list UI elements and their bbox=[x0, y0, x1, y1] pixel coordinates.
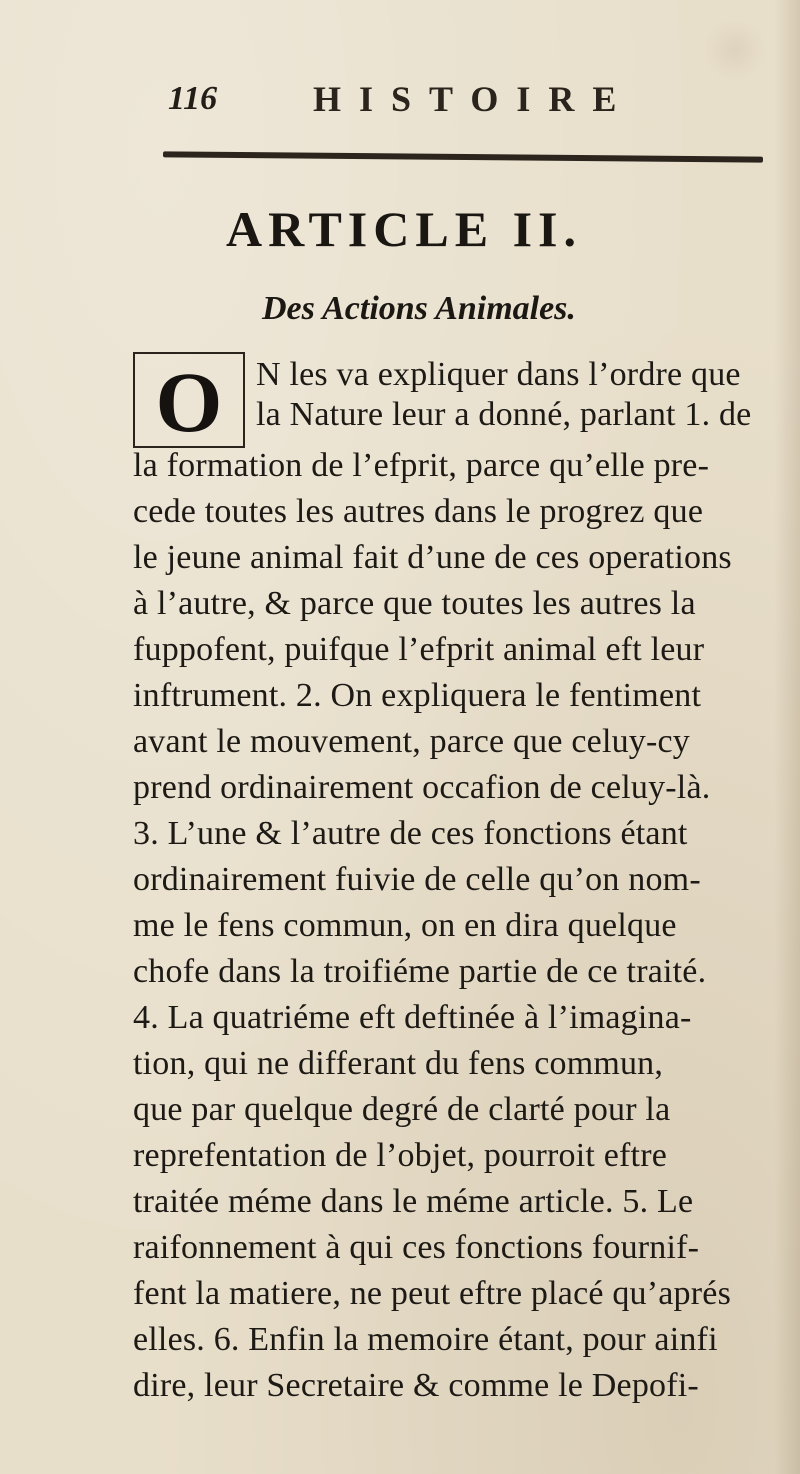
text-line: chofe dans la troifiéme partie de ce traité. bbox=[133, 953, 707, 990]
paper-stain bbox=[700, 20, 770, 80]
running-head bbox=[168, 78, 728, 124]
drop-cap: O bbox=[133, 352, 245, 448]
text-line: avant le mouvement, parce que celuy-cy bbox=[133, 723, 691, 760]
text-line: N les va expliquer dans l’ordre que bbox=[256, 356, 741, 393]
text-line: me le fens commun, on en dira quelque bbox=[133, 907, 677, 944]
header-rule bbox=[163, 151, 763, 162]
text-line: le jeune animal fait d’une de ces operations bbox=[133, 539, 732, 576]
running-title: HISTOIRE bbox=[313, 79, 635, 119]
page-number: 116 bbox=[168, 80, 218, 117]
text-line: elles. 6. Enfin la memoire étant, pour ainfi bbox=[133, 1321, 718, 1358]
text-line: dire, leur Secretaire & comme le Depofi- bbox=[133, 1367, 699, 1404]
text-line: la Nature leur a donné, parlant 1. de bbox=[256, 396, 752, 433]
text-line: fuppofent, puifque l’efprit animal eft leur bbox=[133, 631, 705, 668]
text-line: que par quelque degré de clarté pour la bbox=[133, 1091, 671, 1128]
text-line: à l’autre, & parce que toutes les autres la bbox=[133, 585, 696, 622]
text-line: 4. La quatriéme eft deftinée à l’imagina- bbox=[133, 999, 692, 1036]
text-line: 3. L’une & l’autre de ces fonctions étant bbox=[133, 815, 688, 852]
text-line: inftrument. 2. On expliquera le fentiment bbox=[133, 677, 702, 714]
page-edge-shadow bbox=[774, 0, 800, 1474]
text-line: tion, qui ne differant du fens commun, bbox=[133, 1045, 664, 1082]
text-line: la formation de l’efprit, parce qu’elle pre- bbox=[133, 447, 710, 484]
text-line: ordinairement fuivie de celle qu’on nom- bbox=[133, 861, 701, 898]
text-line: traitée méme dans le méme article. 5. Le bbox=[133, 1183, 694, 1220]
text-line: fent la matiere, ne peut eftre placé qu’aprés bbox=[133, 1275, 732, 1312]
text-line: cede toutes les autres dans le progrez que bbox=[133, 493, 704, 530]
text-line: reprefentation de l’objet, pourroit eftre bbox=[133, 1137, 668, 1174]
text-line: raifonnement à qui ces fonctions fournif- bbox=[133, 1229, 700, 1266]
article-title: ARTICLE II. bbox=[226, 201, 582, 257]
text-line: prend ordinairement occafion de celuy-là. bbox=[133, 769, 711, 806]
article-subtitle: Des Actions Animales. bbox=[262, 290, 576, 327]
